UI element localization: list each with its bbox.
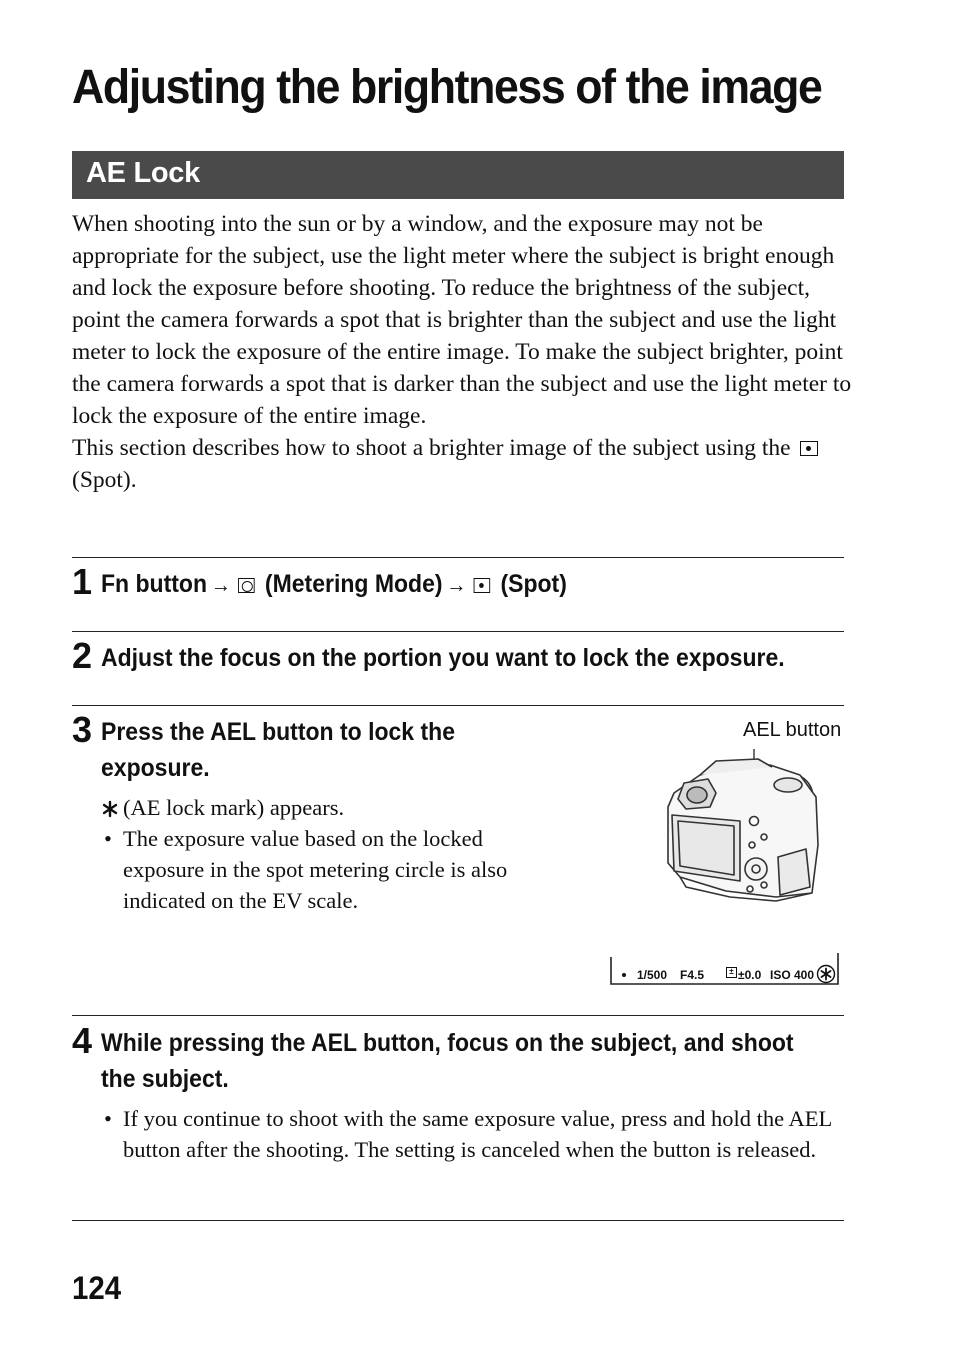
step-4-heading-line-1: While pressing the AEL button, focus on the subject, and shoot — [101, 1029, 794, 1057]
step-3-bullet: • The exposure value based on the locked exposure in the spot metering circle is also indicated on the EV scale. — [101, 823, 521, 916]
ae-lock-mark-icon — [816, 964, 836, 984]
divider — [72, 631, 844, 632]
step-3-heading — [101, 714, 455, 786]
step-3-heading-line-1: Press the AEL button to lock the — [101, 718, 455, 746]
intro-paragraph-2-suffix: (Spot). — [72, 467, 137, 493]
intro-paragraph-2 — [72, 432, 852, 496]
divider — [72, 1015, 844, 1016]
step-1-heading — [101, 566, 567, 603]
metering-mode-icon — [238, 578, 255, 593]
lcd-iso: ISO 400 — [770, 968, 815, 982]
lcd-shutter-speed: 1/500 — [637, 968, 668, 982]
lcd-exposure-value: ±0.0 — [738, 968, 762, 982]
intro-text — [72, 208, 852, 496]
intro-paragraph-1: When shooting into the sun or by a window, and the exposure may not be appropriate for the subject, use the light meter where the subject is bright enough and lock the exposure before shooting. To reduce the brightness of the subject, point the camera forwards a spot that is brighter than the subject and use the light meter to lock the exposure of the entire image. To make the subject brighter, point the camera forwards a spot that is darker than the subject and use the light meter to lock the exposure of the entire image. — [72, 211, 852, 429]
section-header: AE Lock — [72, 151, 844, 199]
step-3-body — [101, 792, 521, 916]
divider — [72, 557, 844, 558]
page-number: 124 — [72, 1270, 122, 1306]
step-1-number: 1 — [72, 561, 93, 602]
step-1-fn-button: Fn button — [101, 570, 208, 598]
step-4-heading-line-2: the subject. — [101, 1065, 229, 1093]
step-4-heading — [101, 1025, 794, 1097]
step-3-note-text: (AE lock mark) appears. — [123, 795, 345, 820]
divider — [72, 705, 844, 706]
page-title: Adjusting the brightness of the image — [72, 61, 822, 114]
arrow-icon: → — [446, 572, 467, 597]
lcd-info-display — [610, 953, 840, 985]
divider — [72, 1220, 844, 1221]
spot-metering-icon — [800, 441, 818, 456]
step-3-number: 3 — [72, 709, 93, 750]
ael-button-caption: AEL button — [743, 719, 842, 741]
exposure-comp-icon: ± — [726, 967, 737, 978]
step-3-heading-line-2: exposure. — [101, 754, 210, 782]
intro-paragraph-2-prefix: This section describes how to shoot a brighter image of the subject using the — [72, 435, 791, 461]
step-4-number: 4 — [72, 1020, 93, 1061]
step-2-number: 2 — [72, 635, 93, 676]
arrow-icon: → — [210, 572, 231, 597]
ae-lock-mark-icon — [101, 800, 119, 818]
step-2-heading: Adjust the focus on the portion you want to lock the exposure. — [101, 644, 785, 672]
step-1-spot: (Spot) — [500, 570, 567, 598]
step-4-bullet: • If you continue to shoot with the same exposure value, press and hold the AEL button after the shooting. The setting is canceled when the button is released. — [101, 1103, 841, 1165]
step-4-body — [101, 1103, 841, 1165]
step-3-note — [101, 792, 521, 823]
spot-metering-icon — [474, 578, 491, 593]
lcd-aperture: F4.5 — [680, 968, 705, 982]
step-1-metering-mode: (Metering Mode) — [264, 570, 443, 598]
camera-illustration — [660, 745, 840, 905]
